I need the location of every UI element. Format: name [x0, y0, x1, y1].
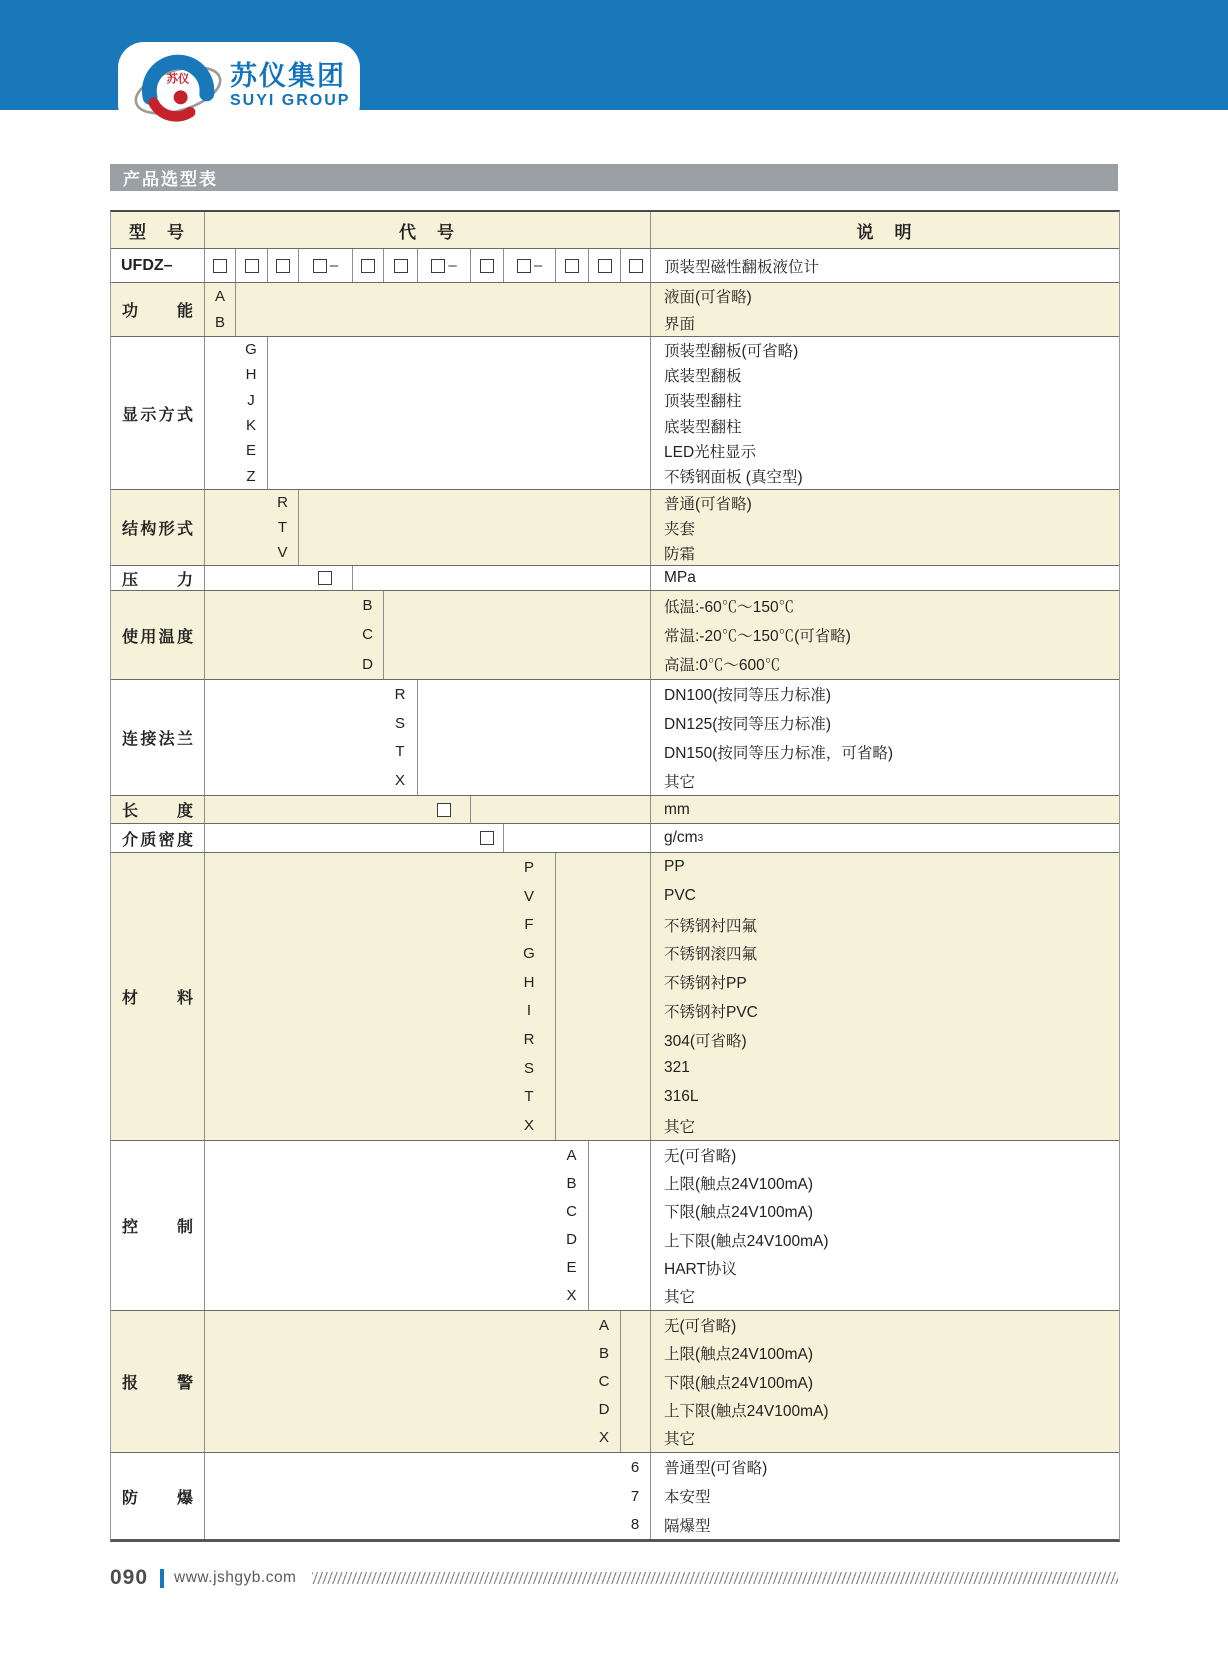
- code-checkbox: [318, 571, 332, 585]
- code-zone: [205, 490, 299, 565]
- code-cell: C: [566, 1202, 577, 1220]
- option-description: 隔爆型: [664, 1517, 711, 1535]
- option-description: 高温:0℃～600℃: [664, 657, 781, 675]
- code-cell: B: [214, 314, 225, 332]
- option-description: 低温:-60℃～150℃: [664, 598, 795, 616]
- section-temperature: [111, 591, 1119, 680]
- code-checkbox: [598, 259, 612, 273]
- code-cell: A: [566, 1146, 577, 1164]
- code-cell: 7: [630, 1487, 640, 1505]
- code-cell: R: [394, 685, 406, 703]
- option-description: PVC: [664, 887, 696, 905]
- section-label: [111, 1453, 205, 1539]
- option-description: 底装型翻柱: [664, 418, 742, 436]
- code-cell: G: [523, 944, 535, 962]
- option-description: 顶装型翻板(可省略): [664, 342, 799, 360]
- spacer-cell: [299, 490, 651, 565]
- description-zone: [651, 680, 1119, 795]
- section-label: [111, 853, 205, 1140]
- option-description: 下限(触点24V100mA): [664, 1204, 814, 1222]
- code-box-cell: [504, 249, 556, 282]
- code-checkbox: [394, 259, 408, 273]
- option-description: 常温:-20℃～150℃(可省略): [664, 627, 851, 645]
- page-title: 产品选型表: [123, 170, 218, 189]
- option-description: 不锈钢衬四氟: [664, 917, 758, 935]
- description-zone: [651, 1141, 1119, 1310]
- code-checkbox: [313, 259, 327, 273]
- spacer-cell: [384, 591, 651, 679]
- option-description: 不锈钢衬PVC: [664, 1003, 758, 1021]
- section-label: [111, 680, 205, 795]
- section-label: [111, 337, 205, 489]
- section-function: [111, 283, 1119, 337]
- section-control: [111, 1141, 1119, 1311]
- option-description: LED光柱显示: [664, 443, 757, 461]
- code-stack: [352, 591, 383, 679]
- option-description: 底装型翻板: [664, 367, 742, 385]
- code-cell: I: [526, 1002, 532, 1020]
- code-cell: H: [245, 366, 257, 384]
- code-stack: [470, 824, 503, 852]
- code-checkbox: [480, 259, 494, 273]
- section-label-text: 功 能: [122, 303, 193, 320]
- code-box-cell: [236, 249, 268, 282]
- section-label-text: 显示方式: [122, 406, 193, 424]
- section-label-text: 使用温度: [122, 628, 193, 646]
- option-description: DN100(按同等压力标准): [664, 687, 832, 705]
- spacer-cell: [504, 824, 651, 852]
- spacer-cell: [418, 680, 651, 795]
- code-cell: B: [566, 1174, 577, 1192]
- section-label-text: 连接法兰: [122, 731, 193, 748]
- option-description: 夹套: [664, 520, 696, 538]
- section-label: [111, 824, 205, 852]
- hatch-pattern: [312, 1572, 1118, 1584]
- option-description: g/cm 3: [664, 829, 704, 846]
- code-box-cell: [589, 249, 621, 282]
- option-description: 上限(触点24V100mA): [664, 1346, 814, 1364]
- code-zone: [205, 680, 418, 795]
- code-box-cell: [268, 249, 299, 282]
- code-cell: B: [362, 597, 373, 615]
- product-selection-table: [110, 210, 1120, 1542]
- option-description: 304(可省略): [664, 1032, 747, 1050]
- model-code-row: [111, 249, 1119, 283]
- code-cell: T: [277, 519, 288, 536]
- code-cell: C: [598, 1373, 610, 1390]
- code-checkbox: [565, 259, 579, 273]
- code-cell: D: [598, 1401, 610, 1419]
- code-stack: [620, 1453, 650, 1539]
- code-cell: S: [523, 1059, 534, 1077]
- section-label: [111, 283, 205, 336]
- code-cell: T: [395, 743, 405, 761]
- spacer-cell: [236, 283, 651, 336]
- code-cell: E: [245, 442, 256, 460]
- code-cell: [417, 796, 470, 823]
- code-cell: V: [523, 887, 534, 905]
- code-cell: D: [362, 655, 373, 673]
- code-cell: Z: [246, 467, 256, 485]
- code-cell: B: [598, 1344, 609, 1362]
- dash-separator: –: [533, 257, 543, 274]
- code-zone: [205, 283, 236, 336]
- option-description: 不锈钢衬PP: [664, 975, 747, 993]
- description-zone: [651, 337, 1119, 489]
- section-pressure: [111, 566, 1119, 591]
- code-cell: 6: [630, 1458, 640, 1476]
- section-flange: [111, 680, 1119, 796]
- spacer-cell: [353, 566, 651, 590]
- section-title-bar: [110, 164, 1118, 191]
- option-description: 316L: [664, 1087, 699, 1105]
- website-url: www.jshgyb.com: [174, 1569, 297, 1586]
- code-cell: D: [566, 1231, 577, 1249]
- code-checkbox: [276, 259, 290, 273]
- code-cell: P: [523, 858, 534, 876]
- option-description: 本安型: [664, 1489, 711, 1506]
- code-box-cell: [556, 249, 589, 282]
- table-header-row: [111, 212, 1119, 249]
- code-cell: [470, 824, 503, 852]
- code-zone: [205, 337, 268, 489]
- option-description: 无(可省略): [664, 1318, 737, 1336]
- option-description: 其它: [664, 1288, 696, 1306]
- option-description: 普通型(可省略): [664, 1460, 768, 1478]
- dash-separator: –: [329, 257, 339, 274]
- brand-name-cn: 苏仪集团: [230, 61, 346, 92]
- code-checkbox: [361, 259, 375, 273]
- spacer-cell: [268, 337, 651, 489]
- option-description: mm: [664, 800, 690, 818]
- description-zone: [651, 824, 1119, 852]
- model-description: 顶装型磁性翻板液位计: [664, 258, 820, 276]
- section-label: [111, 1311, 205, 1452]
- option-description: 321: [664, 1059, 690, 1077]
- code-cell: 8: [630, 1516, 640, 1534]
- option-description: 不锈钢面板 (真空型): [664, 469, 803, 487]
- code-cell: E: [566, 1259, 577, 1277]
- code-zone: [205, 853, 556, 1140]
- spacer-cell: [621, 1311, 651, 1452]
- code-cell: J: [247, 391, 255, 409]
- option-description: 上下限(触点24V100mA): [664, 1402, 829, 1420]
- option-description: 其它: [664, 1118, 696, 1136]
- section-label-text: 防 爆: [122, 1489, 193, 1507]
- option-description: 普通(可省略): [664, 495, 752, 513]
- description-zone: [651, 1453, 1119, 1539]
- code-cell: A: [214, 287, 225, 305]
- code-stack: [383, 680, 417, 795]
- logo-card: [118, 42, 360, 130]
- code-box-cell: [471, 249, 504, 282]
- code-cell: X: [566, 1287, 577, 1305]
- code-box-cell: [299, 249, 353, 282]
- code-cell: X: [523, 1117, 534, 1135]
- description-zone: [651, 1311, 1119, 1452]
- code-box-cell: [418, 249, 471, 282]
- code-zone: [205, 796, 471, 823]
- section-label: [111, 591, 205, 679]
- description-zone: [651, 853, 1119, 1140]
- brand-name-en: SUYI GROUP: [230, 91, 351, 109]
- code-zone: [205, 566, 353, 590]
- code-checkbox: [517, 259, 531, 273]
- column-header-desc: 说 明: [856, 222, 914, 242]
- code-cell: S: [394, 714, 405, 732]
- spacer-cell: [556, 853, 651, 1140]
- brand-text: [230, 62, 350, 109]
- model-prefix: UFDZ–: [111, 249, 205, 282]
- code-cell: X: [394, 772, 405, 790]
- section-length: [111, 796, 1119, 824]
- section-label-text: 压 力: [122, 571, 193, 589]
- section-label-text: 结构形式: [122, 521, 193, 538]
- code-box-cell: [205, 249, 236, 282]
- option-description: 顶装型翻柱: [664, 393, 742, 411]
- option-description: 界面: [664, 315, 696, 333]
- code-box-cell: [353, 249, 384, 282]
- code-stack: [205, 283, 235, 336]
- option-description: 上下限(触点24V100mA): [664, 1232, 829, 1250]
- page-footer: [110, 1563, 1118, 1593]
- code-zone: [205, 1453, 651, 1539]
- option-description: MPa: [664, 569, 696, 586]
- section-label: [111, 1141, 205, 1310]
- column-header-model: 型 号: [111, 212, 205, 248]
- section-label-text: 介质密度: [122, 831, 193, 849]
- option-description: 下限(触点24V100mA): [664, 1374, 814, 1392]
- dash-separator: –: [448, 257, 457, 274]
- option-description: 防霜: [664, 545, 696, 563]
- spacer-cell: [589, 1141, 651, 1310]
- section-label-text: 报 警: [122, 1375, 193, 1392]
- option-description: 其它: [664, 1430, 696, 1448]
- section-label-text: 长 度: [122, 803, 193, 820]
- code-zone: [205, 1311, 621, 1452]
- spacer-cell: [471, 796, 651, 823]
- code-checkbox: [629, 259, 643, 273]
- code-box-cell: [384, 249, 418, 282]
- option-description: 其它: [664, 773, 696, 791]
- code-zone: [205, 1141, 589, 1310]
- option-description: 上限(触点24V100mA): [664, 1176, 814, 1194]
- description-zone: [651, 591, 1119, 679]
- code-cell: F: [524, 916, 534, 934]
- code-checkbox: [480, 831, 494, 845]
- code-cell: H: [523, 973, 535, 991]
- code-checkbox: [431, 259, 445, 273]
- code-cell: [298, 566, 352, 590]
- section-structure: [111, 490, 1119, 566]
- code-zone: [205, 824, 504, 852]
- globe-label-text: 苏仪: [166, 73, 190, 86]
- option-description: HART协议: [664, 1260, 737, 1278]
- option-description: PP: [664, 858, 685, 876]
- page-number: 090: [110, 1566, 149, 1589]
- code-stack: [267, 490, 298, 565]
- code-checkbox: [437, 803, 451, 817]
- section-material: [111, 853, 1119, 1141]
- section-label-text: 材 料: [122, 990, 193, 1007]
- code-cell: V: [277, 544, 288, 561]
- code-stack: [588, 1311, 620, 1452]
- column-header-code: 代 号: [205, 212, 651, 248]
- code-cell: C: [362, 626, 373, 644]
- option-description: DN125(按同等压力标准): [664, 716, 832, 734]
- section-display-mode: [111, 337, 1119, 490]
- section-explosion-proof: [111, 1453, 1119, 1539]
- code-cell: R: [277, 494, 288, 511]
- code-cell: K: [245, 417, 256, 435]
- section-label-text: 控 制: [122, 1219, 193, 1236]
- footer-divider-bar: [160, 1569, 164, 1588]
- section-alarm: [111, 1311, 1119, 1453]
- option-description: 不锈钢滚四氟: [664, 946, 758, 964]
- code-cell: T: [524, 1088, 534, 1106]
- code-stack: [555, 1141, 588, 1310]
- description-zone: [651, 490, 1119, 565]
- section-label: [111, 566, 205, 590]
- code-cell: R: [523, 1031, 535, 1049]
- option-description: DN150(按同等压力标准，可省略): [664, 744, 894, 762]
- section-label: [111, 490, 205, 565]
- section-label: [111, 796, 205, 823]
- option-description: 无(可省略): [664, 1148, 737, 1166]
- option-description: 液面(可省略): [664, 289, 752, 307]
- code-stack: [298, 566, 352, 590]
- code-stack: [417, 796, 470, 823]
- code-checkbox: [213, 259, 227, 273]
- description-zone: [651, 796, 1119, 823]
- description-zone: [651, 566, 1119, 590]
- code-cell: A: [598, 1316, 609, 1334]
- code-zone: [205, 591, 384, 679]
- description-zone: [651, 283, 1119, 336]
- code-cell: G: [245, 341, 257, 359]
- section-medium-density: [111, 824, 1119, 853]
- globe-logo-icon: [130, 45, 226, 127]
- code-stack: [503, 853, 555, 1140]
- code-stack: [235, 337, 267, 489]
- code-cell: X: [598, 1429, 609, 1447]
- code-box-cell: [621, 249, 651, 282]
- code-checkbox: [245, 259, 259, 273]
